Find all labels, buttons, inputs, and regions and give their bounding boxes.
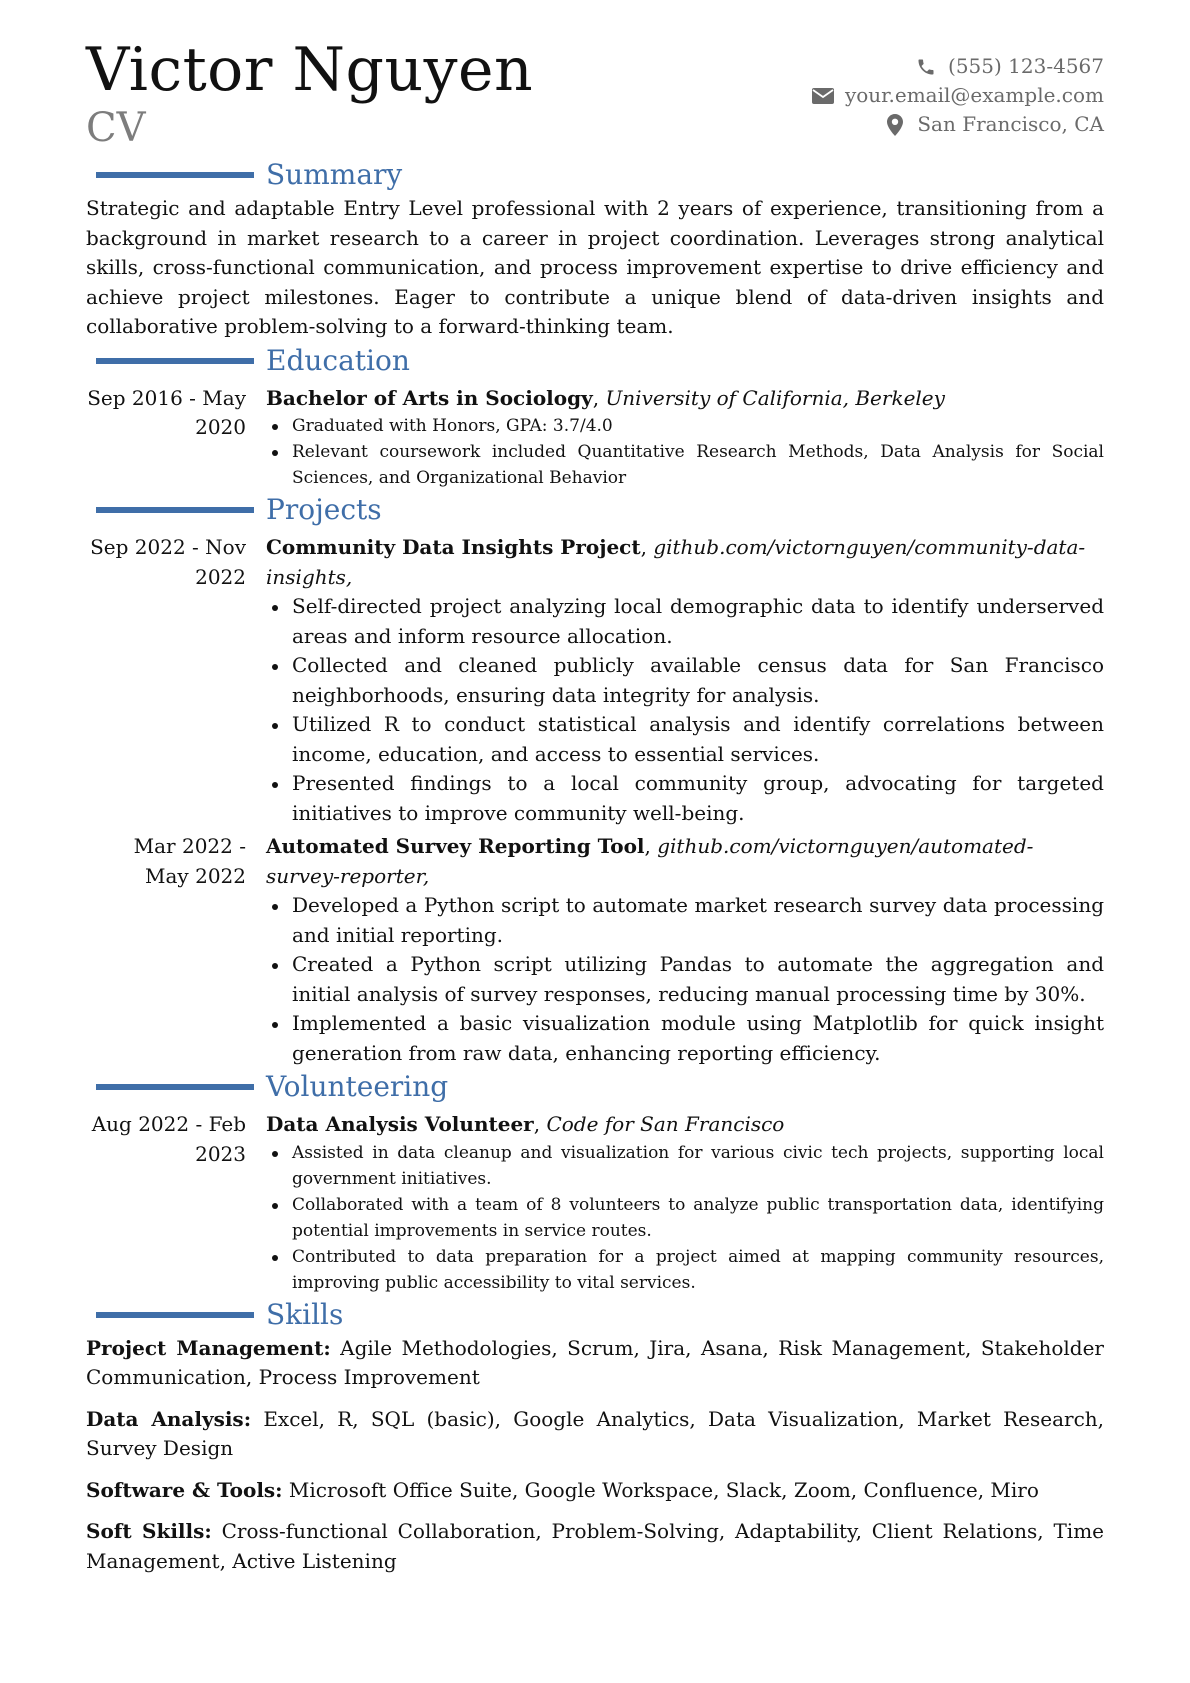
section-title-skills: Skills	[266, 1297, 344, 1331]
entry-body	[266, 832, 1104, 1068]
section-rule	[96, 358, 254, 364]
education-section	[86, 342, 1104, 492]
skill-label: Software & Tools:	[86, 1477, 283, 1502]
list-item: Self-directed project analyzing local demographic data to identify underserved areas and inform resource allocation.	[266, 592, 1104, 651]
section-heading	[96, 1296, 1104, 1334]
skill-text: Excel, R, SQL (basic), Google Analytics, Data Visualization, Market Research, Survey Design	[86, 1406, 1105, 1460]
section-heading	[96, 491, 1104, 529]
contact-phone-text: (555) 123-4567	[948, 54, 1104, 78]
entry-date: Aug 2022 - Feb 2023	[91, 1112, 246, 1166]
candidate-name: Victor Nguyen	[86, 35, 534, 105]
section-title-summary: Summary	[266, 158, 403, 191]
education-entry	[86, 384, 1104, 492]
contact-email-text[interactable]: your.email@example.com	[844, 83, 1104, 107]
list-item: Assisted in data cleanup and visualization for various civic tech projects, supporting local government initiatives.	[266, 1140, 1104, 1192]
contact-location-text: San Francisco, CA	[917, 112, 1104, 136]
envelope-icon	[811, 85, 835, 107]
entry-org: University of California, Berkeley	[605, 385, 945, 410]
summary-text: Strategic and adaptable Entry Level professional with 2 years of experience, transitioning from a background in market research to a career in project coordination. Leverages strong analytical skills, cross-functional communication, and process improvement expertise to drive efficiency and achieve project milestones. Eager to contribute a unique blend of data-driven insights and collaborative problem-solving to a forward-thinking team.	[86, 196, 1104, 338]
contact-email[interactable]	[811, 81, 1104, 110]
list-item: Graduated with Honors, GPA: 3.7/4.0	[266, 413, 1104, 439]
project-link[interactable]: github.com/victornguyen/automated-survey-reporter,	[266, 834, 1034, 888]
list-item: Created a Python script utilizing Pandas to automate the aggregation and initial analysis of survey responses, reducing manual processing time by 30%.	[266, 950, 1104, 1009]
section-heading	[96, 156, 1104, 194]
section-rule	[96, 1312, 254, 1318]
list-item: Presented findings to a local community group, advocating for targeted initiatives to improve community well-being.	[266, 769, 1104, 828]
entry-bullets	[266, 413, 1104, 491]
project-entry	[86, 533, 1104, 828]
entry-role: Community Data Insights Project	[266, 535, 641, 559]
section-heading	[96, 342, 1104, 380]
resume-header	[86, 35, 1104, 156]
skill-text: Cross-functional Collaboration, Problem-Solving, Adaptability, Client Relations, Time Management, Active Listening	[86, 1519, 1104, 1573]
list-item: Contributed to data preparation for a project aimed at mapping community resources, improving public accessibility to vital services.	[266, 1244, 1104, 1296]
volunteering-section	[86, 1068, 1104, 1296]
project-link[interactable]: github.com/victornguyen/community-data-insights,	[266, 535, 1086, 589]
list-item: Utilized R to conduct statistical analysis and identify correlations between income, education, and access to essential services.	[266, 710, 1104, 769]
section-title-projects: Projects	[266, 493, 382, 526]
section-title-volunteering: Volunteering	[266, 1070, 449, 1103]
document-subtitle: CV	[86, 105, 146, 151]
skill-label: Project Management:	[86, 1335, 331, 1360]
section-rule	[96, 172, 254, 178]
entry-role: Bachelor of Arts in Sociology	[266, 385, 593, 410]
entry-date: Mar 2022 - May 2022	[133, 834, 246, 888]
projects-section	[86, 491, 1104, 1068]
entry-role: Automated Survey Reporting Tool	[266, 834, 645, 858]
entry-org: Code for San Francisco	[546, 1112, 785, 1136]
skill-label: Data Analysis:	[86, 1406, 252, 1431]
entry-body	[266, 384, 1104, 492]
skill-row-soft-skills	[86, 1517, 1104, 1576]
entry-title: Data Analysis Volunteer, Code for San Francisco	[266, 1112, 785, 1136]
contact-phone	[811, 52, 1104, 81]
list-item: Developed a Python script to automate market research survey data processing and initial reporting.	[266, 891, 1104, 950]
section-rule	[96, 1084, 254, 1090]
volunteering-entry	[86, 1110, 1104, 1296]
entry-date: Sep 2016 - May 2020	[87, 385, 246, 439]
contact-info	[811, 52, 1104, 139]
entry-date: Sep 2022 - Nov 2022	[90, 535, 246, 589]
list-item: Implemented a basic visualization module using Matplotlib for quick insight generation from raw data, enhancing reporting efficiency.	[266, 1009, 1104, 1068]
list-item: Collaborated with a team of 8 volunteers to analyze public transportation data, identifying potential improvements in service routes.	[266, 1192, 1104, 1244]
skill-row-data-analysis	[86, 1405, 1104, 1464]
entry-bullets	[266, 891, 1104, 1068]
contact-location	[811, 110, 1104, 139]
skill-text: Microsoft Office Suite, Google Workspace, Slack, Zoom, Confluence, Miro	[288, 1477, 1039, 1502]
phone-icon	[914, 56, 938, 78]
skill-text: Agile Methodologies, Scrum, Jira, Asana, Risk Management, Stakeholder Communication, Process Improvement	[86, 1335, 1104, 1389]
skills-section	[86, 1296, 1104, 1577]
entry-role: Data Analysis Volunteer	[266, 1112, 534, 1136]
list-item: Collected and cleaned publicly available census data for San Francisco neighborhoods, ensuring data integrity for analysis.	[266, 651, 1104, 710]
skill-label: Soft Skills:	[86, 1519, 212, 1543]
section-rule	[96, 507, 254, 513]
entry-bullets	[266, 1140, 1104, 1296]
list-item: Relevant coursework included Quantitative Research Methods, Data Analysis for Social Sciences, and Organizational Behavior	[266, 439, 1104, 491]
project-entry	[86, 832, 1104, 1068]
location-pin-icon	[883, 114, 907, 136]
skill-row-project-management	[86, 1334, 1104, 1393]
entry-bullets	[266, 592, 1104, 828]
entry-body	[266, 533, 1104, 828]
entry-title: Automated Survey Reporting Tool, github.com/victornguyen/automated-survey-reporter,	[266, 834, 1034, 888]
entry-title: Bachelor of Arts in Sociology, University of California, Berkeley	[266, 385, 945, 410]
entry-body	[266, 1110, 1104, 1296]
section-heading	[96, 1068, 1104, 1106]
entry-title: Community Data Insights Project, github.com/victornguyen/community-data-insights,	[266, 535, 1086, 589]
skill-row-software-tools	[86, 1476, 1104, 1506]
section-title-education: Education	[266, 343, 410, 377]
resume-page	[86, 35, 1105, 1588]
summary-section	[86, 156, 1104, 342]
